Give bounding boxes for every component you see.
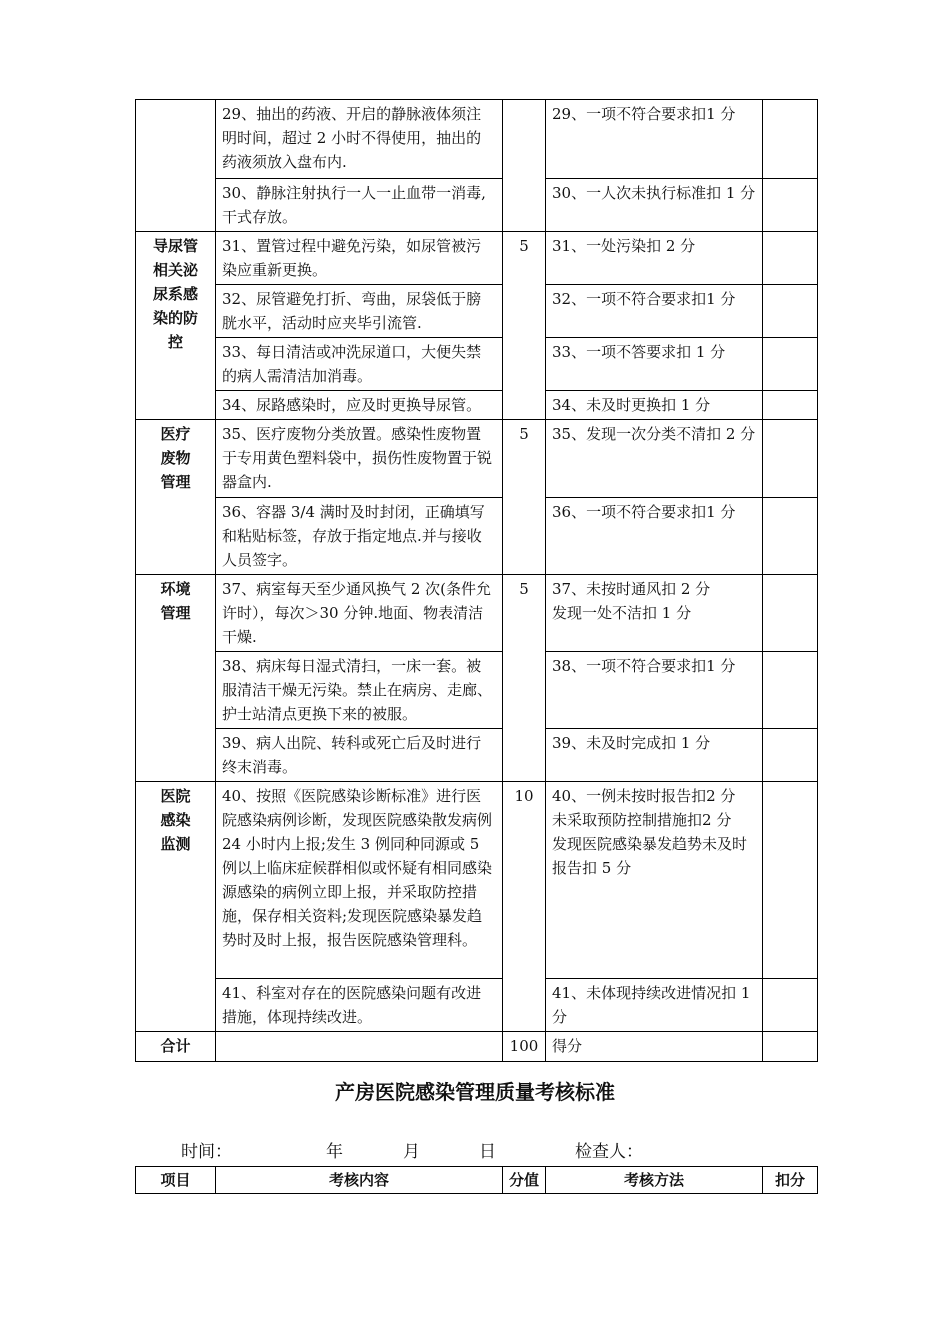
method-cell: 38、一项不符合要求扣1 分: [546, 652, 763, 729]
section-name: 导尿管 相关泌 尿系感 染的防 控: [136, 232, 216, 420]
method-cell: 39、未及时完成扣 1 分: [546, 729, 763, 782]
result-cell[interactable]: [763, 1032, 818, 1062]
table-row: [136, 391, 818, 420]
table-row: [136, 285, 818, 338]
time-label: 时间：: [181, 1142, 232, 1162]
method-cell: 34、未及时更换扣 1 分: [546, 391, 763, 420]
header-content: 考核内容: [216, 1167, 503, 1194]
table-row: [136, 100, 818, 179]
total-score: 100: [503, 1032, 546, 1062]
section-name: 医疗 废物 管理: [136, 420, 216, 575]
section-name: 环境 管理: [136, 575, 216, 782]
score-cell: 10: [503, 782, 546, 1032]
table-row: [136, 652, 818, 729]
table-row: [136, 179, 818, 232]
score-cell: 5: [503, 420, 546, 575]
score-cell: 5: [503, 575, 546, 782]
table-row: [136, 338, 818, 391]
table-row: [136, 782, 818, 979]
method-cell: 40、一例未按时报告扣2 分 未采取预防控制措施扣2 分 发现医院感染暴发趋势未及时报告扣 5 分: [546, 782, 763, 979]
table-row: [136, 979, 818, 1032]
content-cell: 32、尿管避免打折、弯曲，尿袋低于膀胱水平，活动时应夹毕引流管.: [216, 285, 503, 338]
method-cell: 33、一项不答要求扣 1 分: [546, 338, 763, 391]
deduction-cell[interactable]: [763, 338, 818, 391]
content-cell: 39、病人出院、转科或死亡后及时进行终末消毒。: [216, 729, 503, 782]
result-label: 得分: [546, 1032, 763, 1062]
inspector-label: 检查人：: [575, 1142, 643, 1162]
header-score: 分值: [503, 1167, 546, 1194]
content-cell: 35、医疗废物分类放置。感染性废物置于专用黄色塑料袋中，损伤性废物置于锐器盒内.: [216, 420, 503, 498]
assessment-table: [135, 99, 818, 1062]
score-cell: [503, 100, 546, 232]
method-cell: 30、一人次未执行标准扣 1 分: [546, 179, 763, 232]
total-row: [136, 1032, 818, 1062]
section-name: 医院 感染 监测: [136, 782, 216, 1032]
deduction-cell[interactable]: [763, 100, 818, 179]
deduction-cell[interactable]: [763, 652, 818, 729]
deduction-cell[interactable]: [763, 391, 818, 420]
table-row: [136, 232, 818, 285]
total-content-cell: [216, 1032, 503, 1062]
section-name: [136, 100, 216, 232]
method-cell: 29、一项不符合要求扣1 分: [546, 100, 763, 179]
score-cell: 5: [503, 232, 546, 420]
content-cell: 30、静脉注射执行一人一止血带一消毒,干式存放。: [216, 179, 503, 232]
deduction-cell[interactable]: [763, 729, 818, 782]
table-row: [136, 420, 818, 498]
deduction-cell[interactable]: [763, 979, 818, 1032]
content-cell: 40、按照《医院感染诊断标准》进行医院感染病例诊断，发现医院感染散发病例 24 小时内上报;发生 3 例同种同源或 5 例以上临床症候群相似或怀疑有相同感染源感染的病例立即上报，并采取防控措施，保存相关资料;发现医院感染暴发趋势时及时上报，报告医院感染管理科。: [216, 782, 503, 979]
month-label: 月: [403, 1142, 420, 1162]
method-cell: 37、未按时通风扣 2 分 发现一处不洁扣 1 分: [546, 575, 763, 652]
total-label: 合计: [136, 1032, 216, 1062]
year-label: 年: [326, 1142, 343, 1162]
content-cell: 38、病床每日湿式清扫，一床一套。被服清洁干燥无污染。禁止在病房、走廊、护士站清点更换下来的被服。: [216, 652, 503, 729]
table-row: [136, 729, 818, 782]
method-cell: 36、一项不符合要求扣1 分: [546, 498, 763, 575]
deduction-cell[interactable]: [763, 782, 818, 979]
content-cell: 41、科室对存在的医院感染问题有改进措施，体现持续改进。: [216, 979, 503, 1032]
content-cell: 29、抽出的药液、开启的静脉液体须注明时间，超过 2 小时不得使用，抽出的药液须放入盘布内.: [216, 100, 503, 179]
page-title: 产房医院感染管理质量考核标准: [335, 1080, 615, 1104]
content-cell: 36、容器 3/4 满时及时封闭，正确填写和粘贴标签，存放于指定地点.并与接收人员签字。: [216, 498, 503, 575]
deduction-cell[interactable]: [763, 575, 818, 652]
day-label: 日: [479, 1142, 496, 1162]
method-cell: 35、发现一次分类不清扣 2 分: [546, 420, 763, 498]
content-cell: 31、置管过程中避免污染，如尿管被污染应重新更换。: [216, 232, 503, 285]
deduction-cell[interactable]: [763, 498, 818, 575]
table-row: [136, 575, 818, 652]
method-cell: 32、一项不符合要求扣1 分: [546, 285, 763, 338]
header-method: 考核方法: [546, 1167, 763, 1194]
header-table: [135, 1166, 818, 1194]
header-row: [136, 1167, 818, 1194]
content-cell: 37、病室每天至少通风换气 2 次(条件允许时），每次＞30 分钟.地面、物表清洁干燥.: [216, 575, 503, 652]
header-deduction: 扣分: [763, 1167, 818, 1194]
method-cell: 31、一处污染扣 2 分: [546, 232, 763, 285]
deduction-cell[interactable]: [763, 232, 818, 285]
content-cell: 33、每日清洁或冲洗尿道口，大便失禁的病人需清洁加消毒。: [216, 338, 503, 391]
method-cell: 41、未体现持续改进情况扣 1 分: [546, 979, 763, 1032]
deduction-cell[interactable]: [763, 420, 818, 498]
deduction-cell[interactable]: [763, 179, 818, 232]
deduction-cell[interactable]: [763, 285, 818, 338]
content-cell: 34、尿路感染时，应及时更换导尿管。: [216, 391, 503, 420]
table-row: [136, 498, 818, 575]
header-item: 项目: [136, 1167, 216, 1194]
